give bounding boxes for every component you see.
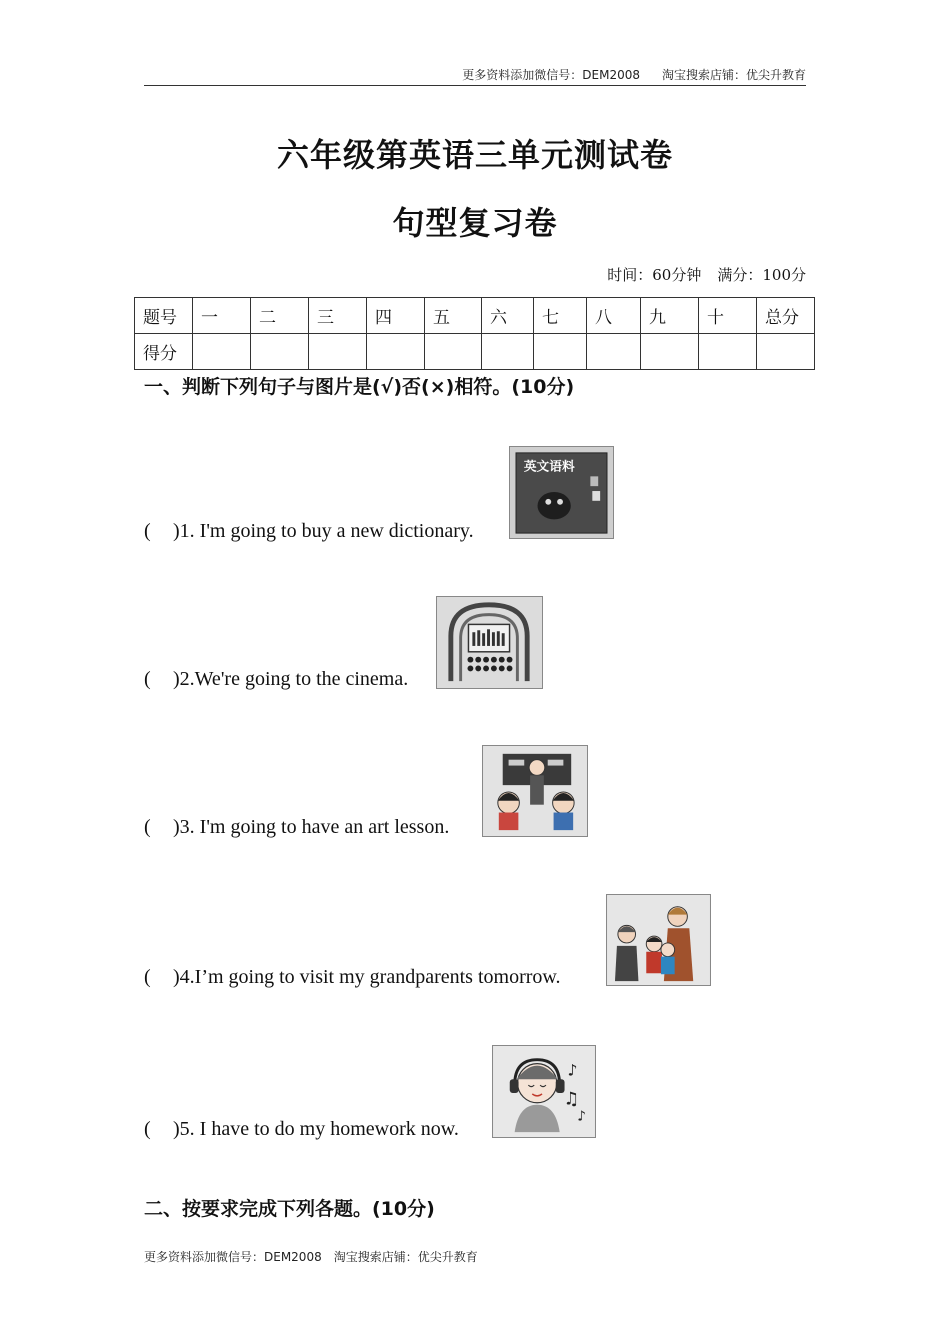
answer-paren[interactable]: ( (144, 520, 151, 542)
score-cell[interactable] (699, 334, 757, 370)
footer-taobao-text: 淘宝搜索店铺：优尖升教育 (333, 1250, 478, 1264)
score-cell[interactable] (367, 334, 425, 370)
score-cell[interactable] (309, 334, 367, 370)
answer-paren[interactable]: ( (144, 1118, 151, 1140)
question-text: )1. I'm going to buy a new dictionary. (173, 520, 474, 542)
exam-full-marks: 满分：100分 (717, 266, 806, 284)
question-3 (144, 816, 449, 839)
score-table-header-cell: 十 (699, 298, 757, 334)
classroom-teacher-icon (482, 745, 588, 837)
dictionary-cover-text: 英文语料 (523, 458, 575, 474)
page-subtitle: 句型复习卷 (392, 204, 558, 242)
cinema-screen-icon (436, 596, 543, 689)
exam-info (607, 264, 806, 285)
score-table-header-row (135, 298, 815, 334)
question-4 (144, 966, 561, 989)
question-text: )4.I’m going to visit my grandparents tomorrow. (173, 966, 561, 988)
dictionary-book-icon (509, 446, 614, 539)
score-cell[interactable] (641, 334, 699, 370)
page-header (462, 66, 806, 83)
score-table-header-cell: 八 (587, 298, 641, 334)
score-table-header-cell: 总分 (757, 298, 815, 334)
page-footer (144, 1248, 478, 1265)
question-text: )2.We're going to the cinema. (173, 668, 409, 690)
score-cell[interactable] (482, 334, 534, 370)
score-table-header-cell: 一 (193, 298, 251, 334)
page-title: 六年级第英语三单元测试卷 (276, 136, 673, 174)
header-taobao-text: 淘宝搜索店铺：优尖升教育 (661, 68, 806, 82)
question-text: )3. I'm going to have an art lesson. (173, 816, 450, 838)
svg-text:♪: ♪ (577, 1108, 587, 1125)
section1-title: 一、判断下列句子与图片是(√)否(×)相符。(10分) (144, 376, 575, 398)
family-grandparents-icon (606, 894, 711, 986)
score-table-header-cell: 四 (367, 298, 425, 334)
answer-paren[interactable]: ( (144, 816, 151, 838)
svg-text:♫: ♫ (563, 1089, 580, 1110)
question-text: )5. I have to do my homework now. (173, 1118, 459, 1140)
score-table-header-cell: 三 (309, 298, 367, 334)
score-cell[interactable] (425, 334, 482, 370)
girl-headphones-music-icon (492, 1045, 596, 1138)
svg-text:♪: ♪ (567, 1060, 578, 1080)
score-table-header-cell: 五 (425, 298, 482, 334)
header-divider (144, 85, 806, 86)
header-wechat-text: 更多资料添加微信号：DEM2008 (462, 68, 640, 82)
section2-title: 二、按要求完成下列各题。(10分) (144, 1198, 435, 1220)
score-table-score-row (135, 334, 815, 370)
answer-paren[interactable]: ( (144, 668, 151, 690)
score-cell[interactable] (193, 334, 251, 370)
exam-time: 时间：60分钟 (607, 266, 702, 284)
question-1 (144, 520, 474, 543)
answer-paren[interactable]: ( (144, 966, 151, 988)
score-cell[interactable] (587, 334, 641, 370)
score-cell[interactable] (757, 334, 815, 370)
score-table-header-cell: 九 (641, 298, 699, 334)
score-table-score-label: 得分 (135, 334, 193, 370)
question-5 (144, 1118, 459, 1141)
score-table-header-cell: 题号 (135, 298, 193, 334)
score-table-header-cell: 二 (251, 298, 309, 334)
score-table-header-cell: 七 (534, 298, 587, 334)
score-table (134, 297, 815, 370)
score-cell[interactable] (251, 334, 309, 370)
question-2 (144, 668, 408, 691)
score-table-header-cell: 六 (482, 298, 534, 334)
score-cell[interactable] (534, 334, 587, 370)
footer-wechat-text: 更多资料添加微信号：DEM2008 (144, 1250, 322, 1264)
